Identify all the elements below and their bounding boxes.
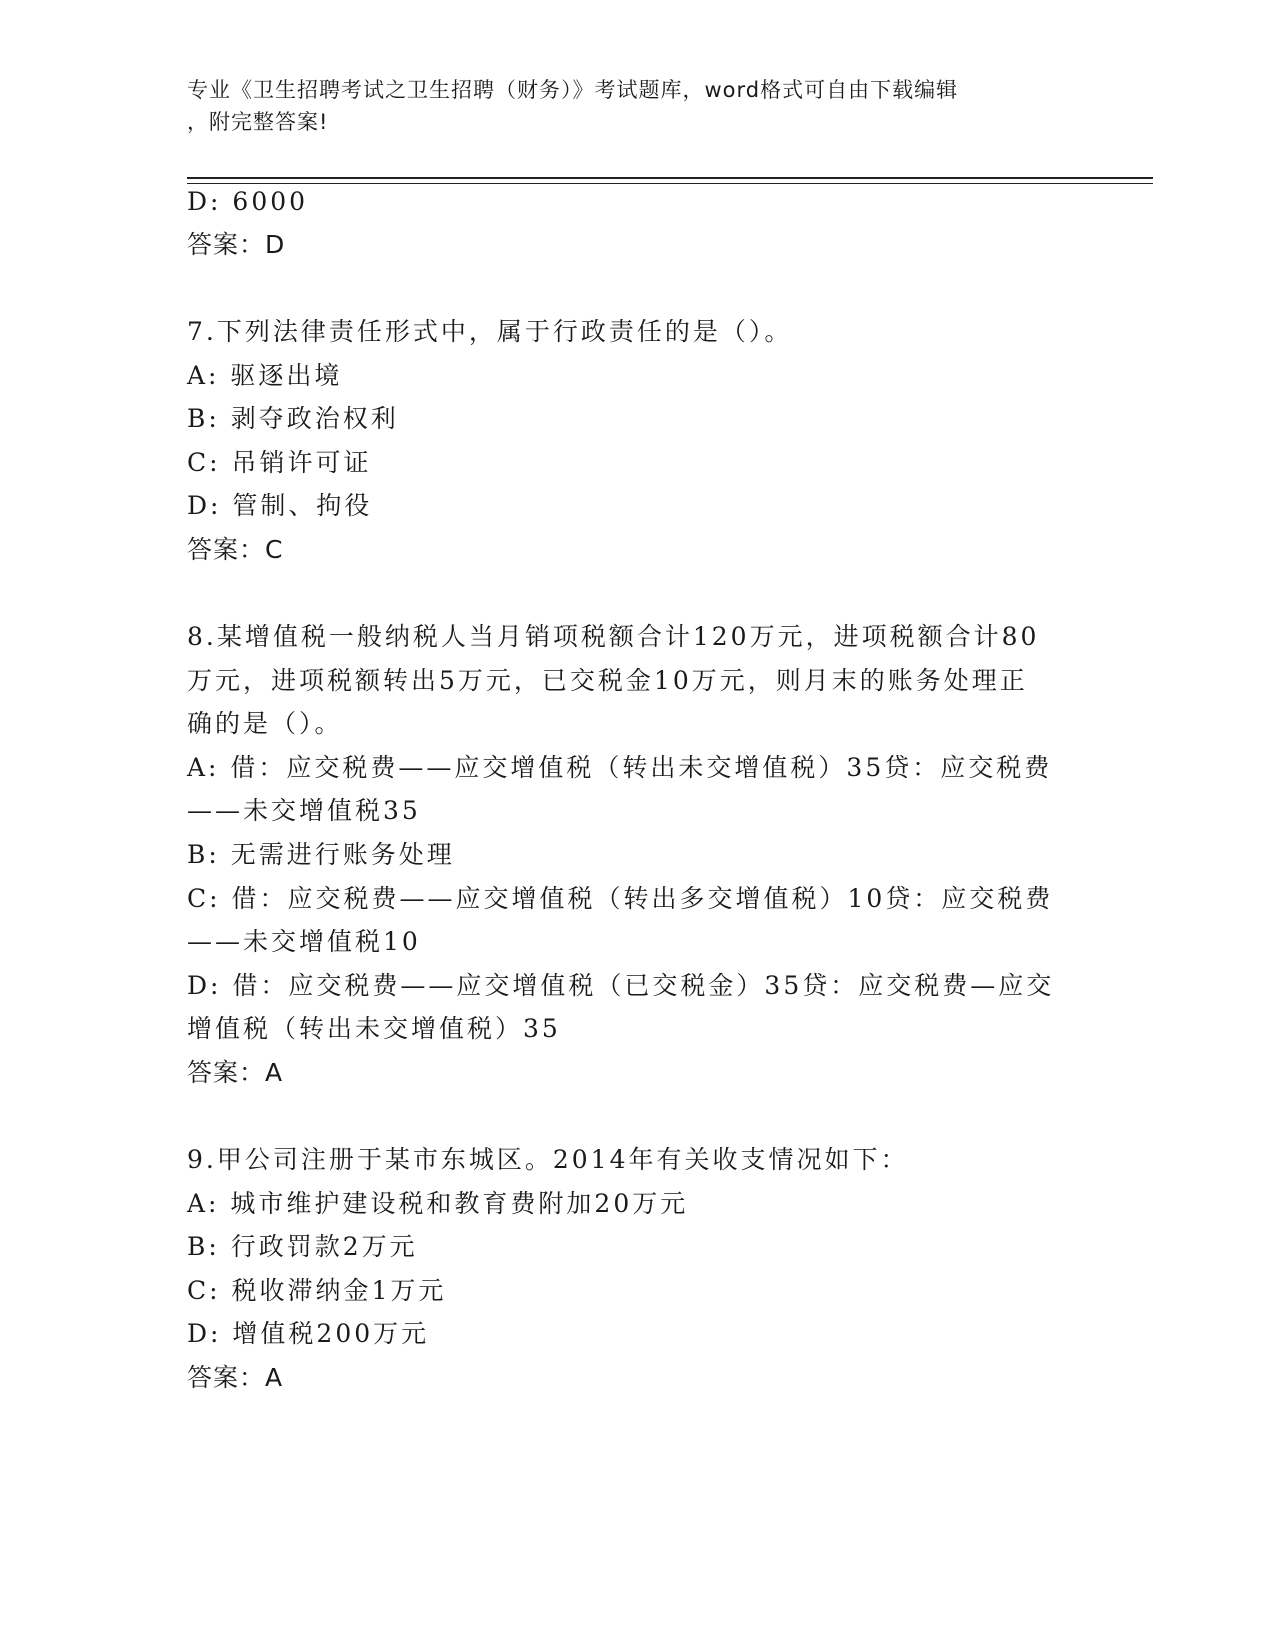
q9-option-b: B: 行政罚款2万元 [187,1232,418,1261]
q7-answer: 答案：C [187,535,284,564]
q7-option-a: A: 驱逐出境 [187,361,343,390]
q8-option-b: B: 无需进行账务处理 [187,840,455,869]
q8-option-a-line-2: ——未交增值税35 [187,796,421,825]
prev-option-d: D: 6000 [187,187,309,216]
q8-option-d-line-1: D: 借：应交税费——应交增值税（已交税金）35贷：应交税费—应交 [187,971,1055,1000]
q8-stem-line-1: 8.某增值税一般纳税人当月销项税额合计120万元，进项税额合计80 [187,622,1040,651]
q9-stem: 9.甲公司注册于某市东城区。2014年有关收支情况如下： [187,1145,909,1174]
q8-option-c-line-2: ——未交增值税10 [187,927,421,956]
q8-option-c-line-1: C: 借：应交税费——应交增值税（转出多交增值税）10贷：应交税费 [187,884,1054,913]
header-line-2: ，附完整答案! [187,110,329,134]
q8-option-d-line-2: 增值税（转出未交增值税）35 [187,1014,561,1043]
header-line-1: 专业《卫生招聘考试之卫生招聘（财务）》考试题库，word格式可自由下载编辑 [187,78,959,102]
q7-option-d: D: 管制、拘役 [187,491,373,520]
q8-stem-line-2: 万元，进项税额转出5万元，已交税金10万元，则月末的账务处理正 [187,666,1028,695]
q9-option-d: D: 增值税200万元 [187,1319,430,1348]
document-header [187,74,1067,138]
header-rule-thin [187,183,1153,184]
q8-stem-line-3: 确的是（）。 [187,709,343,738]
header-rule-thick [187,177,1153,179]
q8-answer: 答案：A [187,1058,284,1087]
q7-option-b: B: 剥夺政治权利 [187,404,399,433]
q9-option-a: A: 城市维护建设税和教育费附加20万元 [187,1189,689,1218]
prev-answer: 答案：D [187,230,286,259]
q9-option-c: C: 税收滞纳金1万元 [187,1276,447,1305]
q7-option-c: C: 吊销许可证 [187,448,372,477]
q7-stem: 7.下列法律责任形式中，属于行政责任的是（）。 [187,317,793,346]
q8-option-a-line-1: A: 借：应交税费——应交增值税（转出未交增值税）35贷：应交税费 [187,753,1053,782]
q9-answer: 答案：A [187,1363,284,1392]
